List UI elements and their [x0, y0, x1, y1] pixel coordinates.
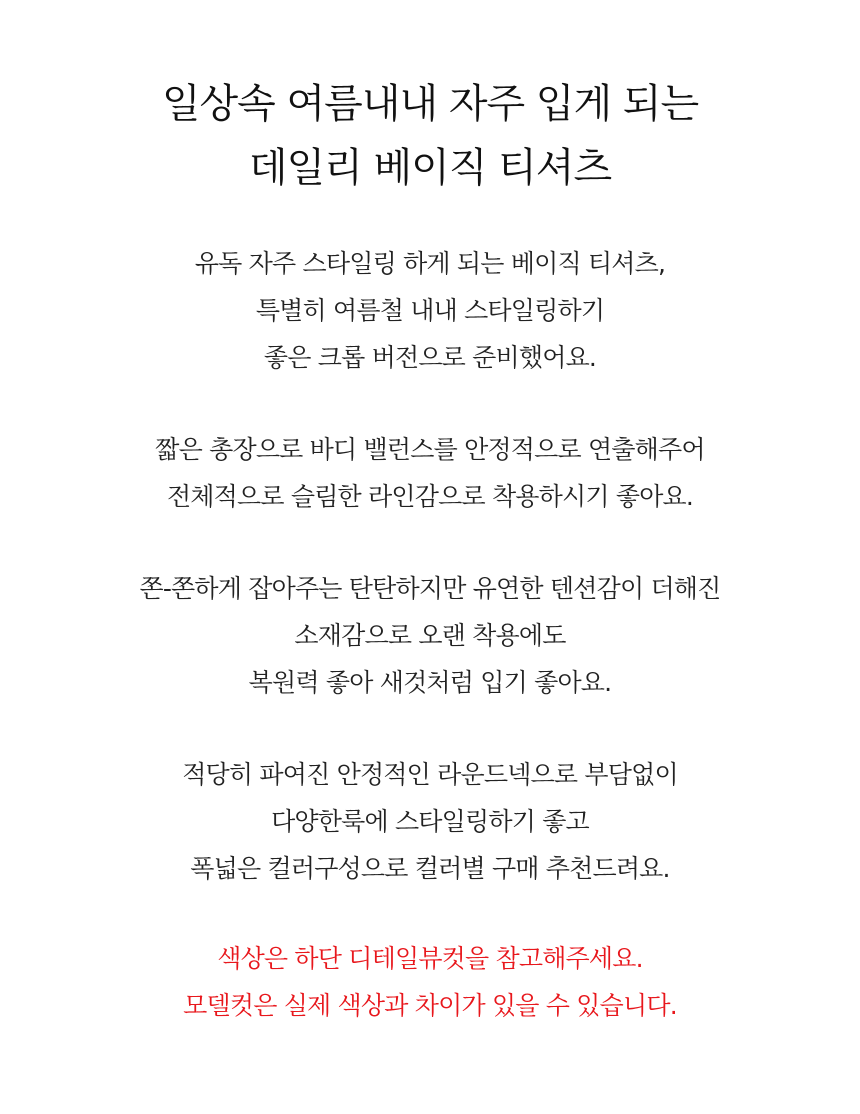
paragraph-line: 쫀-쫀하게 잡아주는 탄탄하지만 유연한 텐션감이 더해진	[139, 574, 721, 603]
description-paragraph-4	[0, 751, 860, 892]
description-paragraph-2	[0, 426, 860, 520]
title-line-1: 일상속 여름내내 자주 입게 되는	[161, 81, 699, 127]
paragraph-line: 적당히 파여진 안정적인 라운드넥으로 부담없이	[182, 760, 678, 789]
description-paragraph-3	[0, 565, 860, 706]
paragraph-line: 유독 자주 스타일링 하게 되는 베이직 티셔츠,	[194, 249, 666, 278]
paragraph-line: 좋은 크롭 버전으로 준비했어요.	[263, 343, 597, 372]
notice-line-1: 색상은 하단 디테일뷰컷을 참고해주세요.	[217, 944, 643, 973]
paragraph-line: 폭넓은 컬러구성으로 컬러별 구매 추천드려요.	[190, 854, 670, 883]
notice-line-2: 모델컷은 실제 색상과 차이가 있을 수 있습니다.	[183, 991, 677, 1020]
description-paragraph-1	[0, 240, 860, 381]
paragraph-line: 특별히 여름철 내내 스타일링하기	[255, 296, 605, 325]
paragraph-line: 소재감으로 오랜 착용에도	[294, 621, 566, 650]
paragraph-line: 다양한룩에 스타일링하기 좋고	[271, 807, 589, 836]
paragraph-line: 복원력 좋아 새것처럼 입기 좋아요.	[248, 668, 612, 697]
paragraph-line: 전체적으로 슬림한 라인감으로 착용하시기 좋아요.	[166, 482, 694, 511]
paragraph-line: 짧은 총장으로 바디 밸런스를 안정적으로 연출해주어	[155, 435, 705, 464]
page-title	[0, 72, 860, 200]
title-line-2: 데일리 베이직 티셔츠	[248, 145, 612, 191]
color-notice	[0, 935, 860, 1029]
